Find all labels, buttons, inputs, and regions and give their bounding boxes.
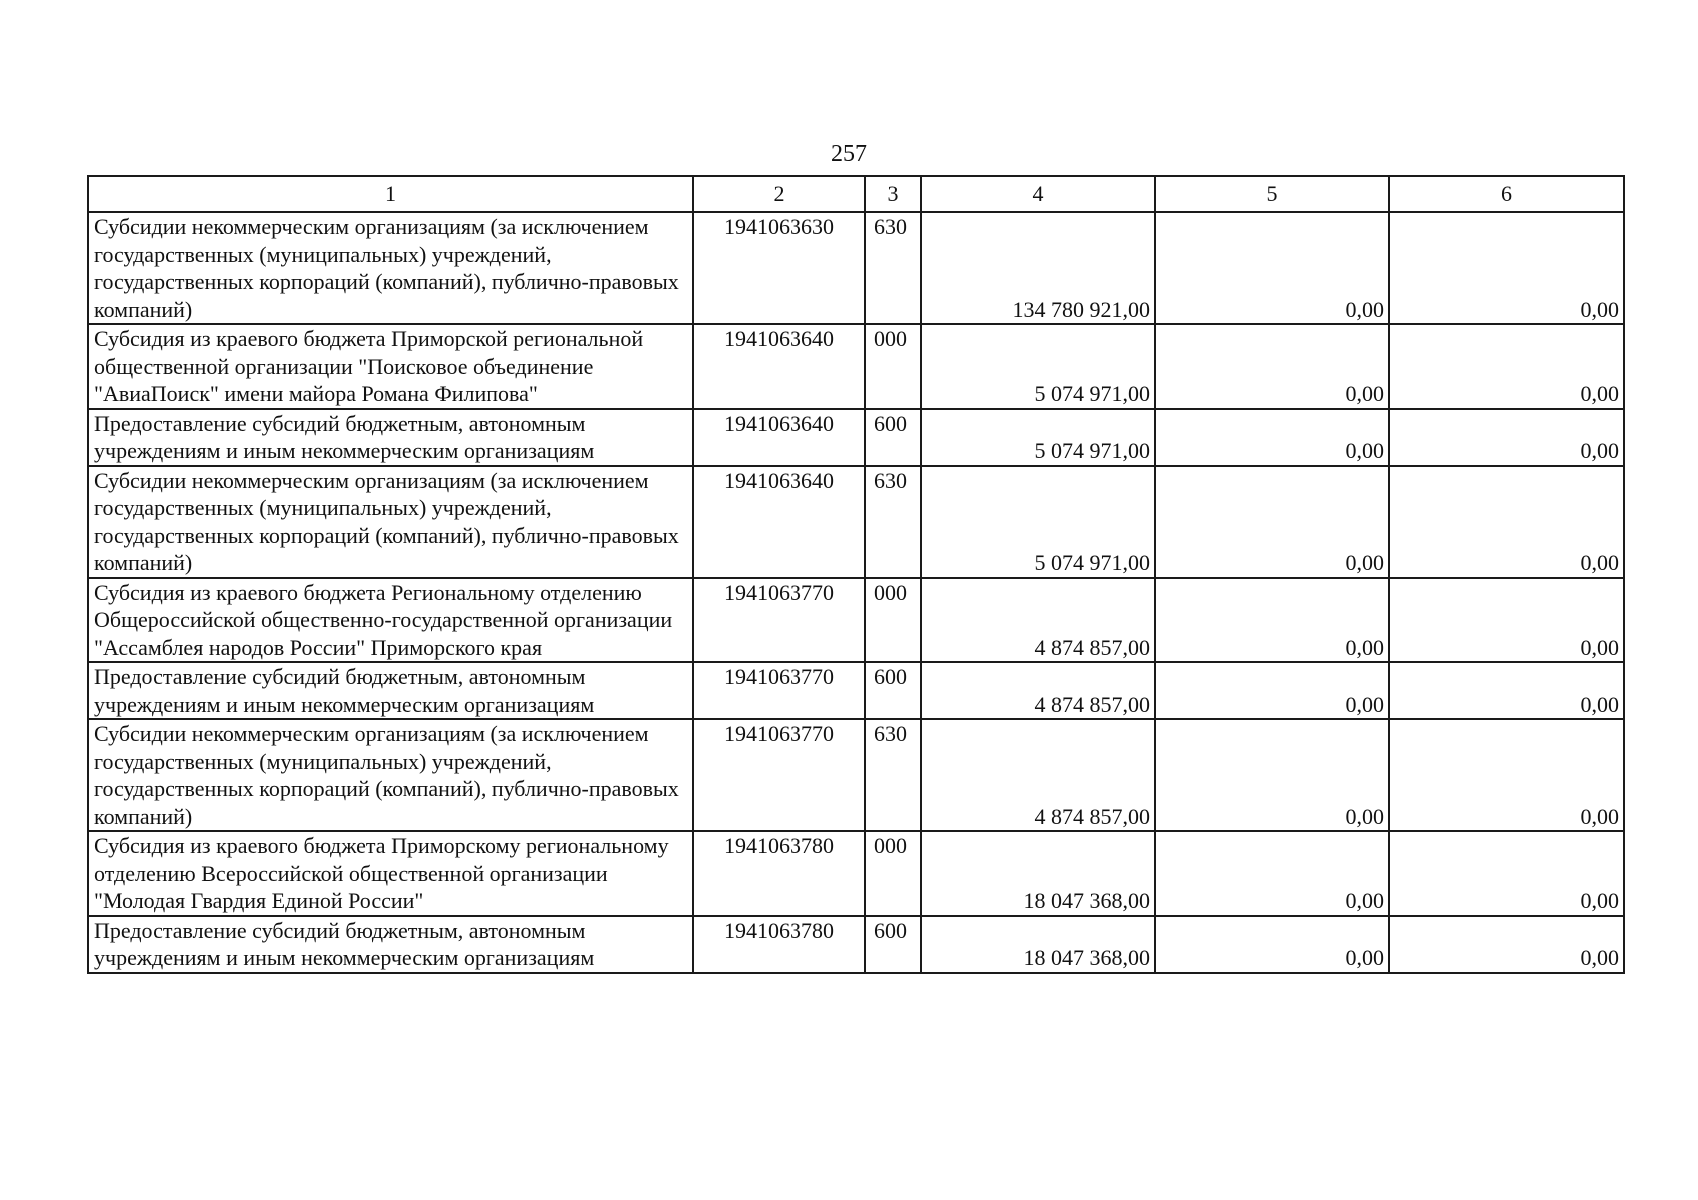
row-amount-1: 18 047 368,00 — [921, 831, 1155, 916]
row-code: 1941063630 — [693, 212, 865, 324]
column-header-amount-1: 4 — [921, 176, 1155, 212]
row-code: 1941063780 — [693, 916, 865, 973]
column-header-amount-3: 6 — [1389, 176, 1624, 212]
row-type: 600 — [865, 409, 921, 466]
row-type: 600 — [865, 916, 921, 973]
table-row — [88, 719, 1624, 831]
row-amount-1: 5 074 971,00 — [921, 466, 1155, 578]
row-amount-1: 4 874 857,00 — [921, 719, 1155, 831]
row-code: 1941063640 — [693, 466, 865, 578]
row-amount-3: 0,00 — [1389, 916, 1624, 973]
row-amount-1: 5 074 971,00 — [921, 409, 1155, 466]
table-header — [88, 176, 1624, 212]
row-amount-3: 0,00 — [1389, 466, 1624, 578]
row-amount-1: 4 874 857,00 — [921, 662, 1155, 719]
row-amount-3: 0,00 — [1389, 719, 1624, 831]
row-code: 1941063770 — [693, 719, 865, 831]
column-header-amount-2: 5 — [1155, 176, 1389, 212]
row-amount-2: 0,00 — [1155, 409, 1389, 466]
row-code: 1941063770 — [693, 662, 865, 719]
row-code: 1941063640 — [693, 409, 865, 466]
row-name: Предоставление субсидий бюджетным, автономным учреждениям и иным некоммерческим организациям — [88, 916, 693, 973]
table-row — [88, 409, 1624, 466]
row-amount-1: 18 047 368,00 — [921, 916, 1155, 973]
table-row — [88, 578, 1624, 663]
page-number: 257 — [831, 141, 867, 167]
table-row — [88, 662, 1624, 719]
row-code: 1941063780 — [693, 831, 865, 916]
row-amount-2: 0,00 — [1155, 578, 1389, 663]
column-header-name: 1 — [88, 176, 693, 212]
row-code: 1941063640 — [693, 324, 865, 409]
row-name: Субсидии некоммерческим организациям (за исключением государственных (муниципальных) учреждений, государственных корпораций (компаний), публично-правовых компаний) — [88, 719, 693, 831]
row-type: 000 — [865, 324, 921, 409]
row-type: 000 — [865, 578, 921, 663]
table-row — [88, 831, 1624, 916]
table-row — [88, 916, 1624, 973]
row-amount-3: 0,00 — [1389, 662, 1624, 719]
row-amount-3: 0,00 — [1389, 578, 1624, 663]
header-row — [88, 176, 1624, 212]
row-type: 630 — [865, 212, 921, 324]
row-amount-3: 0,00 — [1389, 409, 1624, 466]
row-name: Субсидии некоммерческим организациям (за исключением государственных (муниципальных) учреждений, государственных корпораций (компаний), публично-правовых компаний) — [88, 466, 693, 578]
row-code: 1941063770 — [693, 578, 865, 663]
row-amount-2: 0,00 — [1155, 719, 1389, 831]
row-amount-3: 0,00 — [1389, 324, 1624, 409]
table-row — [88, 466, 1624, 578]
row-amount-2: 0,00 — [1155, 916, 1389, 973]
column-header-code: 2 — [693, 176, 865, 212]
column-header-type: 3 — [865, 176, 921, 212]
row-amount-3: 0,00 — [1389, 212, 1624, 324]
row-amount-2: 0,00 — [1155, 466, 1389, 578]
row-amount-1: 4 874 857,00 — [921, 578, 1155, 663]
row-amount-2: 0,00 — [1155, 662, 1389, 719]
row-name: Субсидия из краевого бюджета Приморскому региональному отделению Всероссийской общественной организации "Молодая Гвардия Единой России" — [88, 831, 693, 916]
table-row — [88, 212, 1624, 324]
row-amount-2: 0,00 — [1155, 324, 1389, 409]
row-name: Предоставление субсидий бюджетным, автономным учреждениям и иным некоммерческим организациям — [88, 409, 693, 466]
row-amount-1: 134 780 921,00 — [921, 212, 1155, 324]
row-amount-1: 5 074 971,00 — [921, 324, 1155, 409]
row-amount-2: 0,00 — [1155, 212, 1389, 324]
row-type: 000 — [865, 831, 921, 916]
row-type: 600 — [865, 662, 921, 719]
row-type: 630 — [865, 466, 921, 578]
row-amount-3: 0,00 — [1389, 831, 1624, 916]
row-name: Предоставление субсидий бюджетным, автономным учреждениям и иным некоммерческим организациям — [88, 662, 693, 719]
budget-table — [87, 175, 1625, 974]
row-name: Субсидия из краевого бюджета Приморской региональной общественной организации "Поисковое объединение "АвиаПоиск" имени майора Романа Филипова" — [88, 324, 693, 409]
row-name: Субсидии некоммерческим организациям (за исключением государственных (муниципальных) учреждений, государственных корпораций (компаний), публично-правовых компаний) — [88, 212, 693, 324]
row-amount-2: 0,00 — [1155, 831, 1389, 916]
row-type: 630 — [865, 719, 921, 831]
table-body — [88, 212, 1624, 973]
row-name: Субсидия из краевого бюджета Региональному отделению Общероссийской общественно-государственной организации "Ассамблея народов России" Приморского края — [88, 578, 693, 663]
table-row — [88, 324, 1624, 409]
